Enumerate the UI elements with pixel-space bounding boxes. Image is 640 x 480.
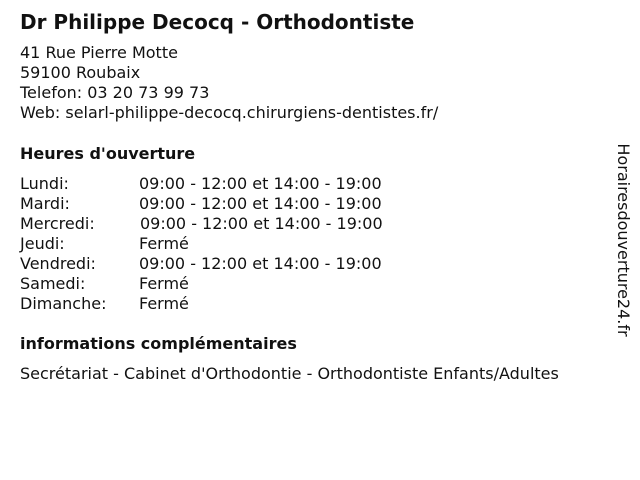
city-postcode: 59100 Roubaix	[20, 63, 141, 82]
hours-value: 09:00 - 12:00 et 14:00 - 19:00	[139, 194, 382, 213]
day-label: Mercredi:	[20, 214, 95, 233]
day-label: Samedi:	[20, 274, 86, 293]
hours-value: Fermé	[139, 294, 189, 313]
hours-row-wednesday	[20, 214, 440, 234]
hours-row-sunday	[20, 294, 440, 314]
hours-row-tuesday	[20, 194, 440, 214]
hours-row-thursday	[20, 234, 440, 254]
day-label: Mardi:	[20, 194, 70, 213]
hours-value: Fermé	[139, 274, 189, 293]
website-link[interactable]: Web: selarl-philippe-decocq.chirurgiens-dentistes.fr/	[20, 103, 439, 122]
address-block	[20, 43, 438, 123]
hours-value: 09:00 - 12:00 et 14:00 - 19:00	[139, 174, 382, 193]
hours-value: 09:00 - 12:00 et 14:00 - 19:00	[139, 254, 382, 273]
additional-info-heading: informations complémentaires	[20, 334, 297, 353]
phone-number: Telefon: 03 20 73 99 73	[20, 83, 210, 102]
additional-info-text: Secrétariat - Cabinet d'Orthodontie - Orthodontiste Enfants/Adultes	[20, 364, 559, 383]
page-title: Dr Philippe Decocq - Orthodontiste	[20, 10, 415, 34]
opening-hours-heading: Heures d'ouverture	[20, 144, 196, 163]
hours-row-friday	[20, 254, 440, 274]
hours-value: Fermé	[139, 234, 189, 253]
hours-row-saturday	[20, 274, 440, 294]
day-label: Jeudi:	[20, 234, 65, 253]
street-address: 41 Rue Pierre Motte	[20, 43, 178, 62]
day-label: Dimanche:	[20, 294, 107, 313]
site-watermark: Horairesdouverture24.fr	[614, 143, 633, 337]
hours-value: 09:00 - 12:00 et 14:00 - 19:00	[140, 214, 383, 233]
day-label: Lundi:	[20, 174, 69, 193]
opening-hours-table	[20, 174, 440, 314]
day-label: Vendredi:	[20, 254, 96, 273]
hours-row-monday	[20, 174, 440, 194]
